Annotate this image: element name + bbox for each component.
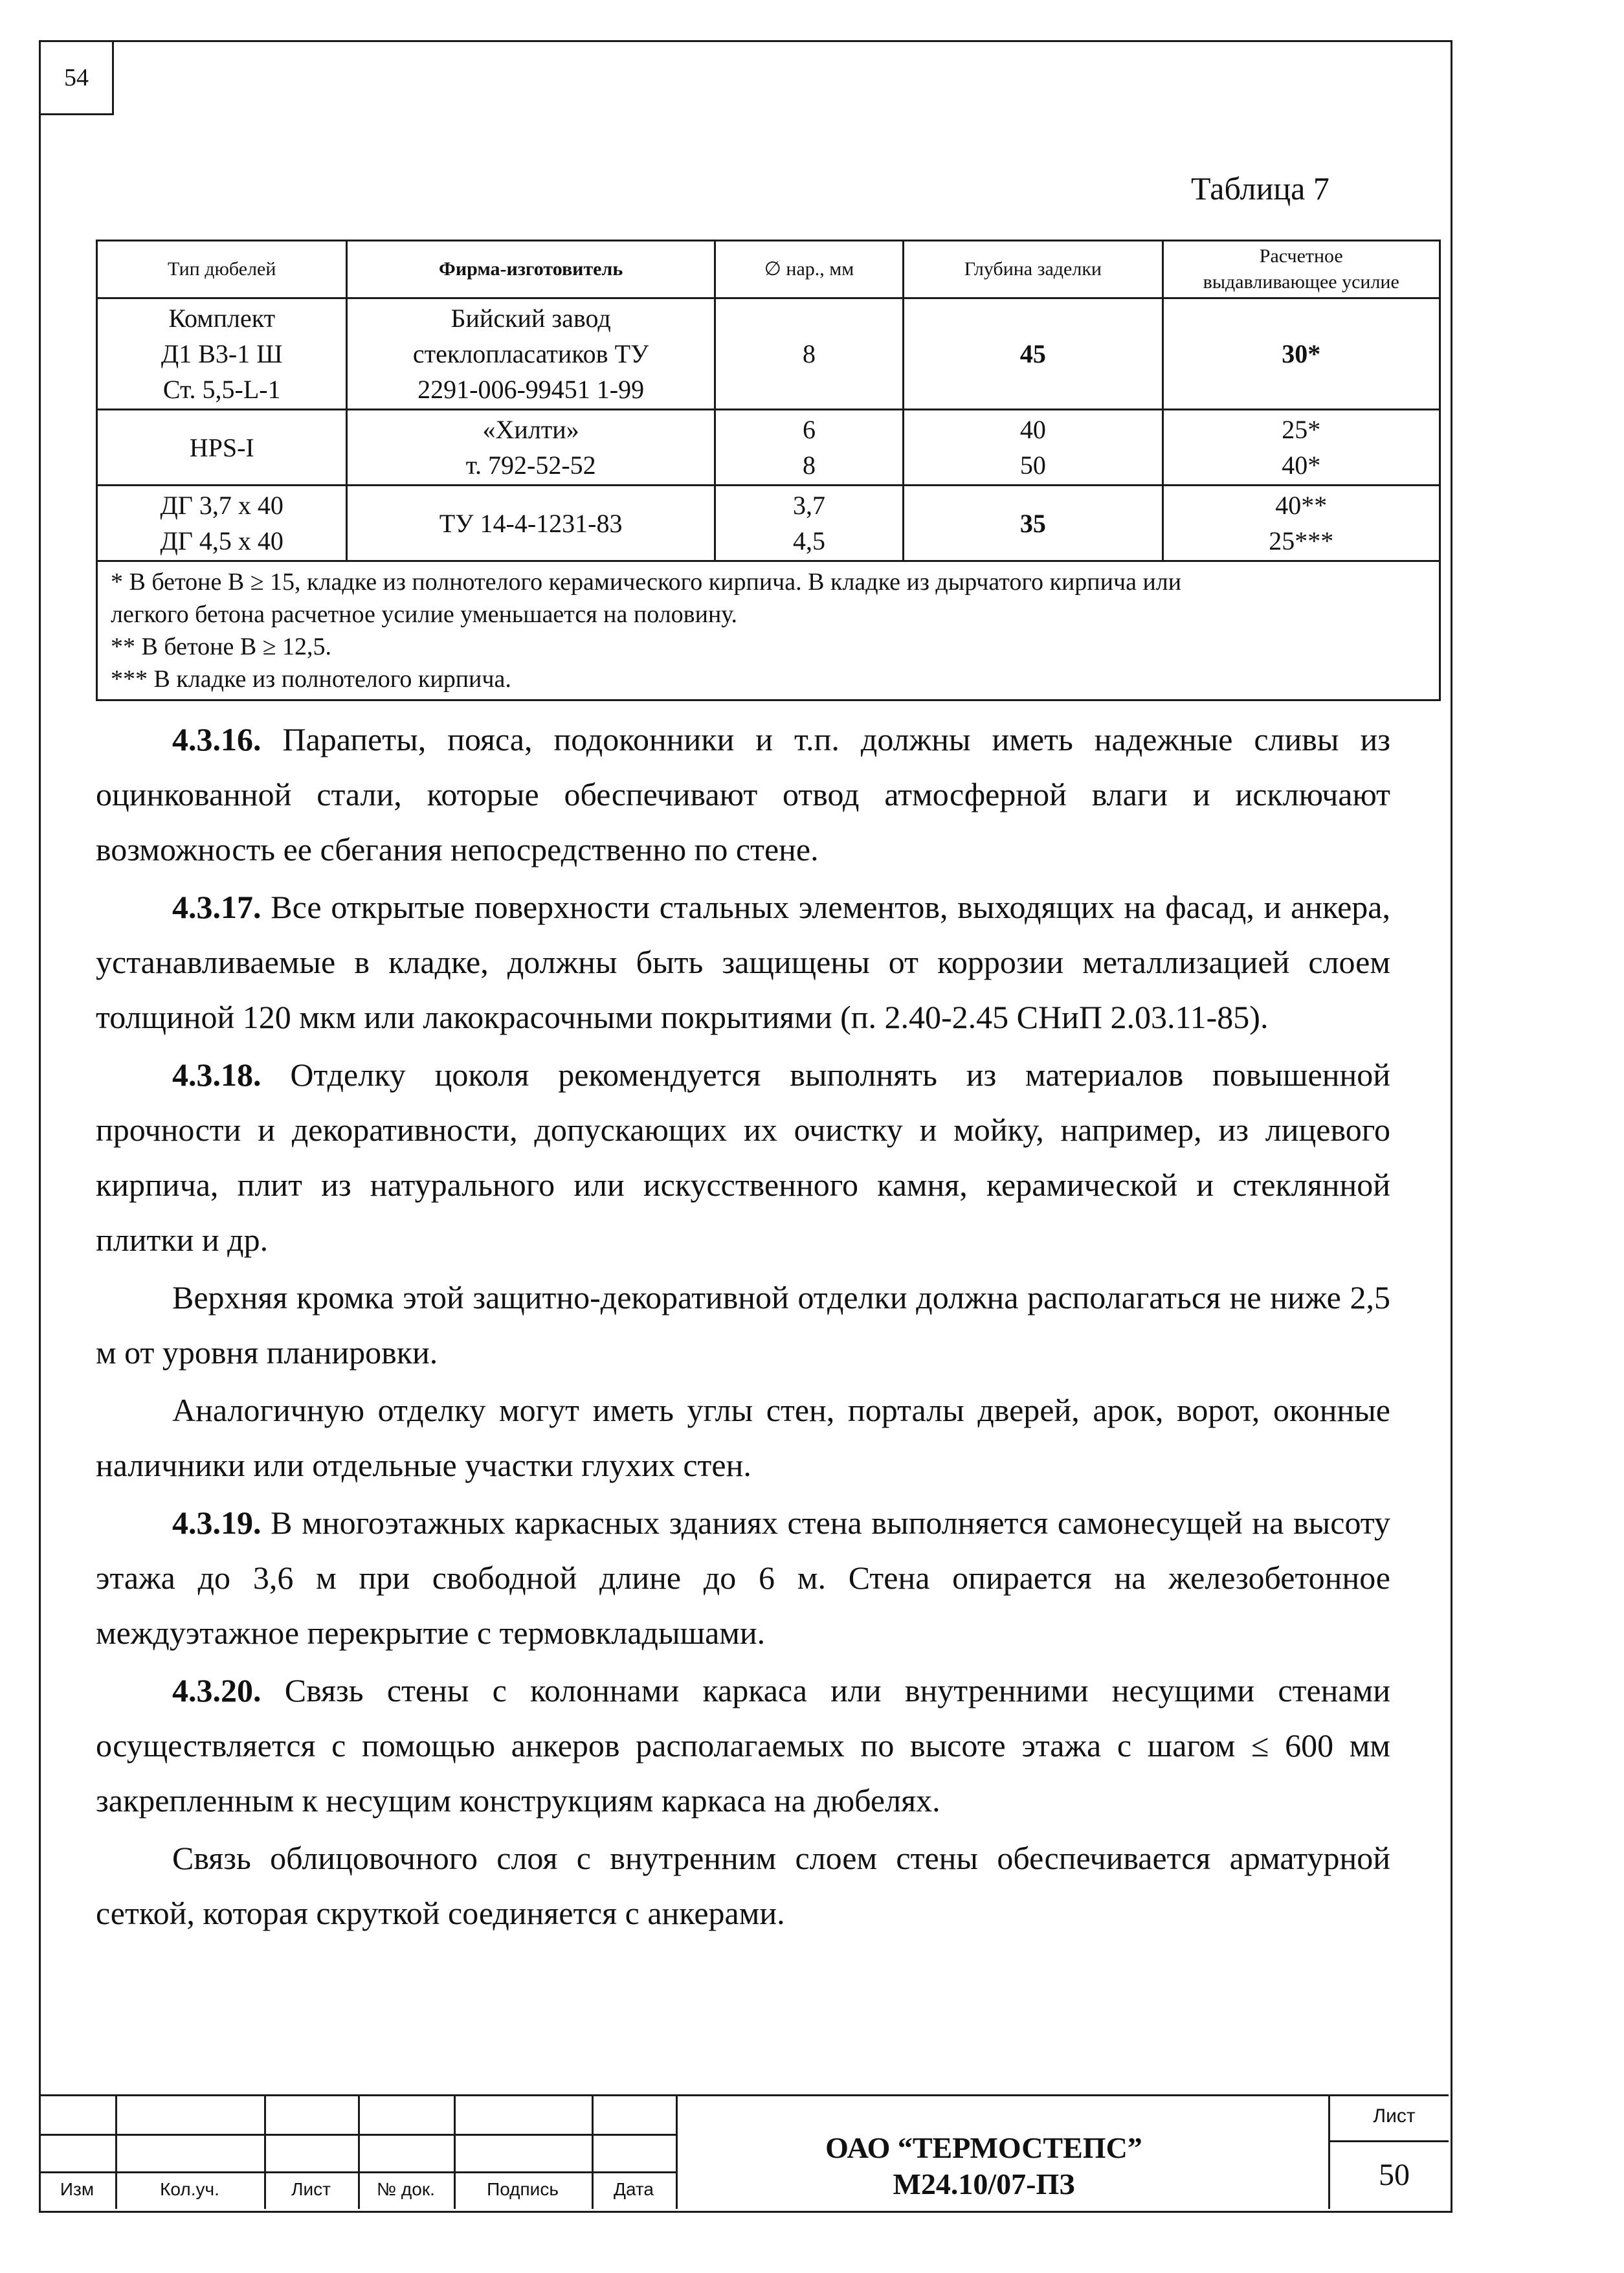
cell-depth: 40 50 <box>904 410 1162 486</box>
paragraph-text: Аналогичную отделку могут иметь углы стен, порталы дверей, арок, ворот, оконные наличники или отдельные участки глухих стен. <box>96 1392 1390 1483</box>
table-row <box>97 298 1440 410</box>
paragraph <box>96 880 1390 1045</box>
page-number-box <box>39 40 114 115</box>
label-izm: Изм <box>60 2179 95 2199</box>
grid-row-line <box>39 2171 676 2173</box>
paragraph-text: Связь стены с колоннами каркаса или внутренними несущими стенами осуществляется с помощью анкеров располагаемых по высоте этажа с шагом ≤ 600 мм закрепленным к несущим конструкциям каркаса на дюбелях. <box>96 1672 1390 1819</box>
cell-type: Комплект Д1 В3-1 Ш Ст. 5,5-L-1 <box>97 298 347 410</box>
cell-maker: ТУ 14-4-1231-83 <box>347 486 715 561</box>
header-depth: Глубина заделки <box>904 241 1162 298</box>
cell-force: 30* <box>1162 298 1440 410</box>
paragraph-number: 4.3.18. <box>172 1057 261 1093</box>
cell-maker: Бийский завод стеклопласатиков ТУ 2291-006-99451 1-99 <box>347 298 715 410</box>
paragraph-number: 4.3.16. <box>172 721 261 757</box>
cell-force: 25* 40* <box>1162 410 1440 486</box>
paragraph-text: Верхняя кромка этой защитно-декоративной отделки должна располагаться не ниже 2,5 м от уровня планировки. <box>96 1279 1390 1371</box>
table-header-row <box>97 241 1440 298</box>
header-type: Тип дюбелей <box>97 241 347 298</box>
paragraph <box>96 1383 1390 1493</box>
cell-depth: 35 <box>904 486 1162 561</box>
document-code: М24.10/07-ПЗ <box>893 2167 1075 2200</box>
table-row <box>97 410 1440 486</box>
paragraph <box>96 712 1390 877</box>
organization-block <box>641 2130 1327 2202</box>
note-line: * В бетоне В ≥ 15, кладке из полнотелого керамического кирпича. В кладке из дырчатого кирпича или <box>111 568 1182 596</box>
label-kol-uch: Кол.уч. <box>160 2179 219 2199</box>
paragraph <box>96 1663 1390 1828</box>
paragraph-number: 4.3.19. <box>172 1505 261 1541</box>
title-block <box>39 2094 1449 2211</box>
cell-diameter: 6 8 <box>715 410 903 486</box>
cell-diameter: 3,7 4,5 <box>715 486 903 561</box>
paragraph-text: В многоэтажных каркасных зданиях стена выполняется самонесущей на высоту этажа до 3,6 м при свободной длине до 6 м. Стена опирается на железобетонное междуэтажное перекрытие с термовкладышами. <box>96 1505 1390 1651</box>
cell-maker: «Хилти» т. 792-52-52 <box>347 410 715 486</box>
label-doc-number: № док. <box>377 2179 435 2199</box>
note-line: *** В кладке из полнотелого кирпича. <box>111 666 511 693</box>
header-force: Расчетное выдавливающее усилие <box>1162 241 1440 298</box>
sheet-label: Лист <box>1373 2105 1416 2127</box>
body-text <box>96 712 1390 1941</box>
label-list: Лист <box>291 2179 331 2199</box>
sheet-number: 50 <box>1379 2158 1410 2192</box>
paragraph-text: Все открытые поверхности стальных элементов, выходящих на фасад, и анкера, устанавливаемые в кладке, должны быть защищены от коррозии металлизацией слоем толщиной 120 мкм или лакокрасочными покрытиями (п. 2.40-2.45 СНиП 2.03.11-85). <box>96 889 1390 1035</box>
page-number: 54 <box>64 64 89 91</box>
label-date: Дата <box>613 2179 654 2199</box>
sheet-divider <box>1328 2140 1449 2142</box>
paragraph-text: Связь облицовочного слоя с внутренним слоем стены обеспечивается арматурной сеткой, которая скруткой соединяется с анкерами. <box>96 1840 1390 1931</box>
grid-row-line <box>39 2134 676 2136</box>
label-signature: Подпись <box>487 2179 559 2199</box>
table-caption: Таблица 7 <box>1191 170 1329 207</box>
paragraph-number: 4.3.17. <box>172 889 261 925</box>
note-line: ** В бетоне В ≥ 12,5. <box>111 633 332 660</box>
table-row <box>97 486 1440 561</box>
cell-diameter: 8 <box>715 298 903 410</box>
table-notes-row <box>97 561 1440 700</box>
paragraph <box>96 1495 1390 1661</box>
dowel-table <box>96 240 1441 701</box>
paragraph-text: Парапеты, пояса, подоконники и т.п. должны иметь надежные сливы из оцинкованной стали, которые обеспечивают отвод атмосферной влаги и исключают возможность ее сбегания непосредственно по стене. <box>96 721 1390 868</box>
paragraph <box>96 1047 1390 1268</box>
cell-type: HPS-I <box>97 410 347 486</box>
paragraph <box>96 1270 1390 1380</box>
cell-type: ДГ 3,7 х 40 ДГ 4,5 х 40 <box>97 486 347 561</box>
organization-name: ОАО “ТЕРМОСТЕПС” <box>825 2131 1142 2164</box>
header-diameter: ∅ нар., мм <box>715 241 903 298</box>
cell-depth: 45 <box>904 298 1162 410</box>
cell-force: 40** 25*** <box>1162 486 1440 561</box>
note-line: легкого бетона расчетное усилие уменьшается на половину. <box>111 601 737 628</box>
paragraph <box>96 1831 1390 1941</box>
paragraph-text: Отделку цоколя рекомендуется выполнять из материалов повышенной прочности и декоративности, допускающих их очистку и мойку, например, из лицевого кирпича, плит из натурального или искусственного камня, керамической и стеклянной плитки и др. <box>96 1057 1390 1258</box>
table-notes <box>97 561 1440 700</box>
paragraph-number: 4.3.20. <box>172 1672 261 1708</box>
header-maker: Фирма-изготовитель <box>347 241 715 298</box>
